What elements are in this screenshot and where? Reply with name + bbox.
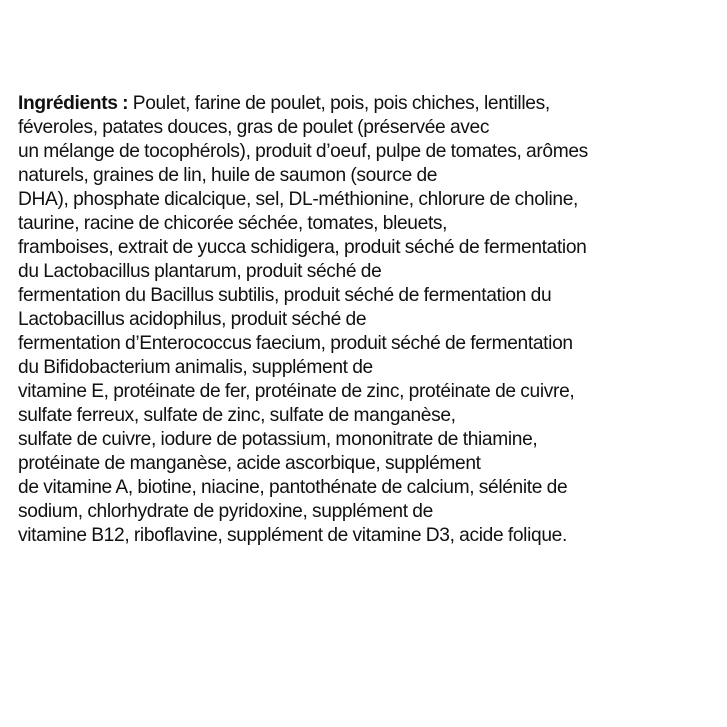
ingredients-line: taurine, racine de chicorée séchée, tomates, bleuets, xyxy=(18,213,448,234)
ingredients-line: Lactobacillus acidophilus, produit séché de xyxy=(18,309,367,330)
ingredients-line: sulfate de cuivre, iodure de potassium, mononitrate de thiamine, xyxy=(18,429,538,450)
ingredients-line: sulfate ferreux, sulfate de zinc, sulfate de manganèse, xyxy=(18,405,456,426)
ingredients-label: Ingrédients : xyxy=(18,93,129,114)
ingredients-line: féveroles, patates douces, gras de poulet (préservée avec xyxy=(18,117,490,138)
ingredients-line-1 xyxy=(18,92,718,116)
ingredients-line: framboises, extrait de yucca schidigera, produit séché de fermentation xyxy=(18,237,587,258)
ingredients-line: vitamine E, protéinate de fer, protéinate de zinc, protéinate de cuivre, xyxy=(18,381,575,402)
ingredients-line: fermentation du Bacillus subtilis, produit séché de fermentation du xyxy=(18,285,552,306)
ingredients-text: Poulet, farine de poulet, pois, pois chiches, lentilles, xyxy=(128,93,550,114)
ingredients-line: un mélange de tocophérols), produit d’oeuf, pulpe de tomates, arômes xyxy=(18,141,588,162)
ingredients-line: protéinate de manganèse, acide ascorbique, supplément xyxy=(18,453,481,474)
ingredients-line: de vitamine A, biotine, niacine, pantothénate de calcium, sélénite de xyxy=(18,477,568,498)
ingredients-line: du Lactobacillus plantarum, produit séché de xyxy=(18,261,382,282)
ingredients-line: naturels, graines de lin, huile de saumon (source de xyxy=(18,165,438,186)
ingredients-line: du Bifidobacterium animalis, supplément de xyxy=(18,357,373,378)
ingredients-line: DHA), phosphate dicalcique, sel, DL-méthionine, chlorure de choline, xyxy=(18,189,579,210)
ingredients-block xyxy=(18,92,718,548)
ingredients-line: vitamine B12, riboflavine, supplément de vitamine D3, acide folique. xyxy=(18,525,567,546)
ingredients-line: sodium, chlorhydrate de pyridoxine, supplément de xyxy=(18,501,433,522)
ingredients-line: fermentation d’Enterococcus faecium, produit séché de fermentation xyxy=(18,333,573,354)
